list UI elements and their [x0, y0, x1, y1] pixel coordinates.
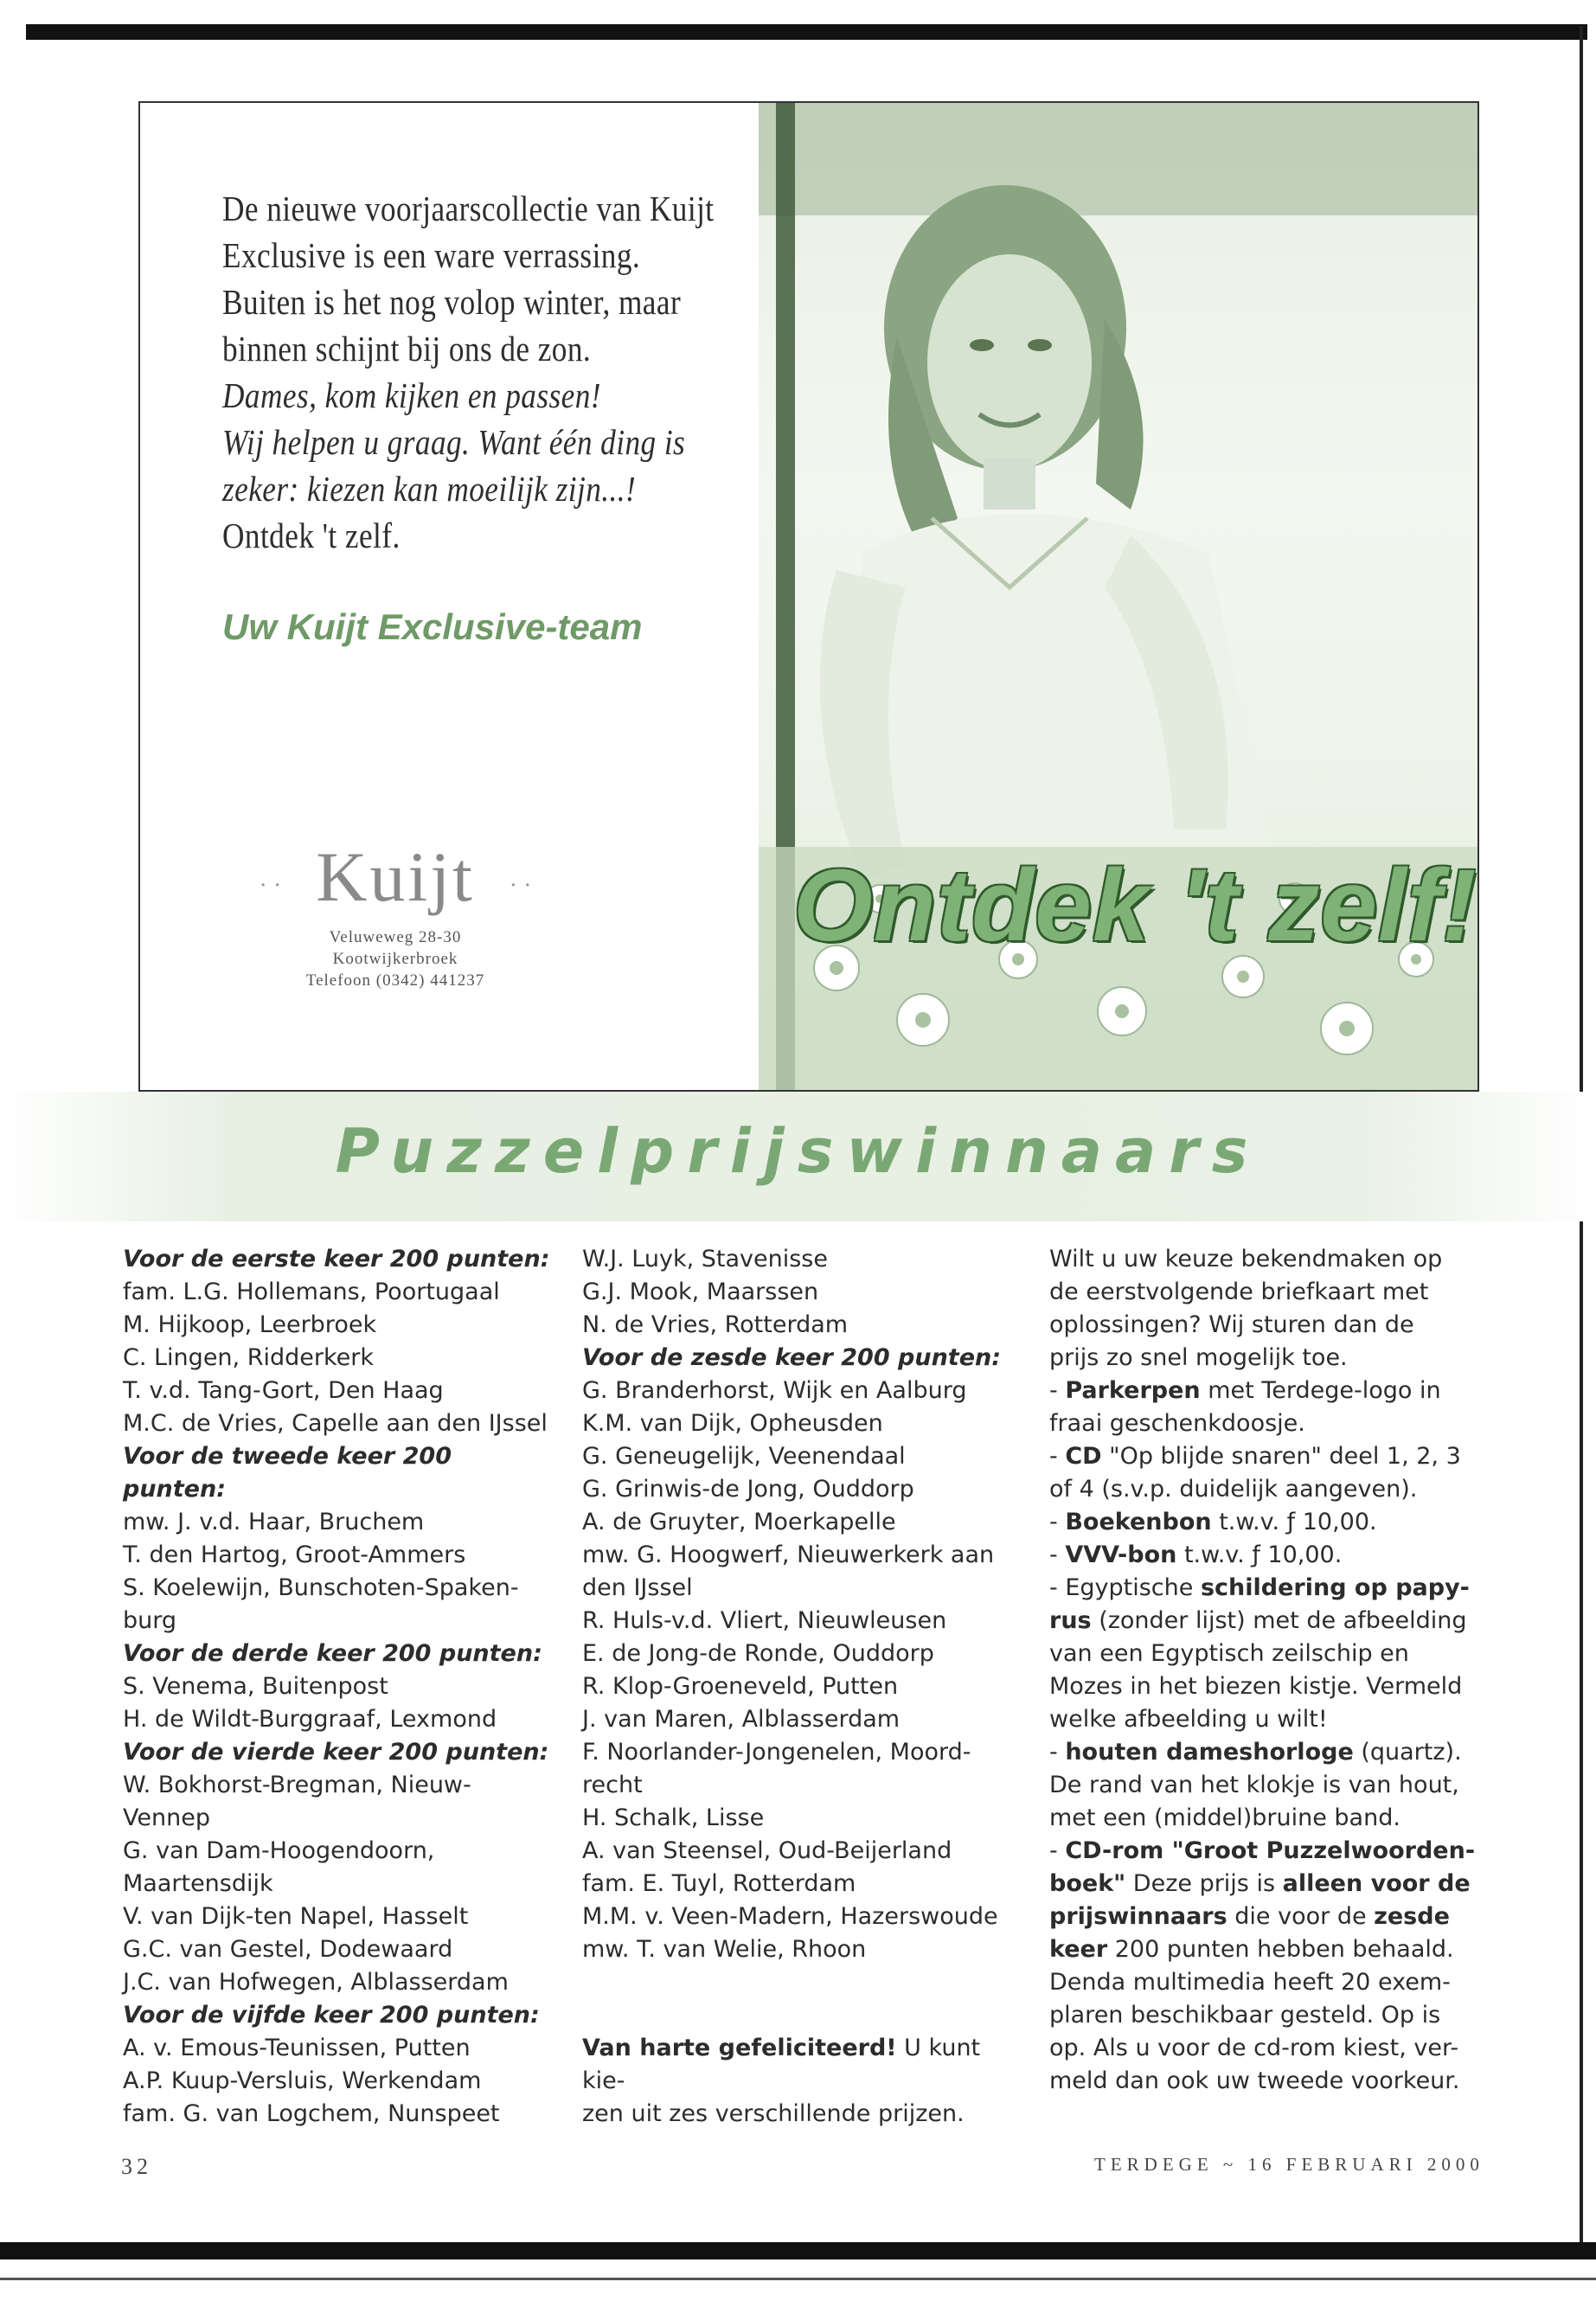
ad-text — [222, 185, 741, 559]
ad-line: binnen schijnt bij ons de zon. — [222, 329, 592, 369]
winner-entry: R. Klop-Groeneveld, Putten — [582, 1673, 899, 1700]
prize-boekenbon — [1049, 1506, 1482, 1539]
ad-line: Exclusive is een ware verrassing. — [222, 235, 641, 275]
winner-entry: A.P. Kuup-Versluis, Werkendam — [123, 2067, 482, 2094]
winners-column-2 — [582, 1243, 1023, 2131]
prize-text: fraai geschenkdoosje. — [1049, 1410, 1305, 1437]
logo-address-line: Kootwijkerbroek — [332, 950, 458, 968]
prize-horloge — [1049, 1736, 1482, 1769]
prize-name: rus — [1049, 1607, 1092, 1634]
prize-emphasis: prijswinnaars — [1049, 1903, 1227, 1930]
kuijt-logo — [253, 838, 538, 991]
ad-line: Buiten is het nog volop winter, maar — [222, 282, 682, 322]
advertisement — [138, 101, 1479, 1092]
ad-line: Ontdek 't zelf. — [222, 516, 401, 555]
winner-entry: V. van Dijk-ten Napel, Hasselt — [123, 1903, 469, 1930]
prize-schildering — [1049, 1572, 1482, 1605]
dash: - — [1049, 1739, 1066, 1766]
winner-entry: M.C. de Vries, Capelle aan den IJssel — [123, 1410, 548, 1437]
section-heading: Voor de eerste keer 200 punten: — [123, 1246, 550, 1272]
prize-name: houten dameshorloge — [1065, 1739, 1354, 1766]
prize-text: t.w.v. ƒ 10,00. — [1211, 1509, 1377, 1535]
winner-entry: J. van Maren, Alblasserdam — [582, 1706, 901, 1733]
winner-entry: G.J. Mook, Maarssen — [582, 1279, 819, 1305]
bottom-rule — [0, 2242, 1596, 2259]
prize-text: met Terdege-logo in — [1200, 1377, 1441, 1404]
dash: - — [1049, 1574, 1066, 1601]
winner-entry: T. den Hartog, Groot-Ammers — [123, 1541, 466, 1568]
logo-ornament-icon: · · — [510, 873, 531, 899]
winner-entry: A. v. Emous-Teunissen, Putten — [123, 2035, 471, 2061]
winner-entry: M.M. v. Veen-Madern, Hazerswoude — [582, 1903, 998, 1930]
dash: - — [1049, 1837, 1066, 1864]
prize-text: Deze prijs is — [1125, 1870, 1283, 1897]
ad-line: Wij helpen u graag. Want één ding is — [222, 422, 686, 462]
intro-line: de eerstvolgende briefkaart met — [1049, 1279, 1429, 1305]
prize-text: plaren beschikbaar gesteld. Op is — [1049, 2002, 1441, 2029]
prize-emphasis: keer — [1049, 1936, 1108, 1963]
winner-entry: S. Venema, Buitenpost — [123, 1673, 388, 1700]
winner-entry: G. Branderhorst, Wijk en Aalburg — [582, 1377, 967, 1404]
section-heading: Voor de zesde keer 200 punten: — [582, 1344, 1002, 1371]
prize-name: CD — [1065, 1443, 1102, 1470]
ad-slogan: Ontdek 't zelf! — [793, 849, 1477, 963]
winner-entry: W. Bokhorst-Bregman, Nieuw- — [123, 1772, 471, 1798]
ad-line: zeker: kiezen kan moeilijk zijn...! — [222, 469, 637, 509]
prize-line — [1049, 1933, 1482, 1966]
prize-vvv-bon — [1049, 1539, 1482, 1572]
winner-entry: C. Lingen, Ridderkerk — [123, 1344, 374, 1371]
winner-entry: N. de Vries, Rotterdam — [582, 1311, 849, 1338]
prize-text: Mozes in het biezen kistje. Vermeld — [1049, 1673, 1463, 1700]
prize-cdrom — [1049, 1835, 1482, 1868]
prize-name: CD-rom "Groot Puzzelwoorden- — [1065, 1837, 1476, 1864]
intro-line: Wilt u uw keuze bekendmaken op — [1049, 1246, 1443, 1272]
winner-entry: mw. J. v.d. Haar, Bruchem — [123, 1509, 425, 1535]
congratulations-text: U kunt kie- — [582, 2035, 981, 2094]
section-heading: Voor de derde keer 200 punten: — [123, 1640, 542, 1667]
prize-name: Boekenbon — [1065, 1509, 1212, 1535]
winner-entry: W.J. Luyk, Stavenisse — [582, 1246, 828, 1272]
prize-name: schildering op papy- — [1200, 1574, 1470, 1601]
prize-text: die voor de — [1227, 1903, 1375, 1930]
bottom-rule — [0, 2278, 1596, 2280]
congratulations-bold: Van harte gefeliciteerd! — [582, 2035, 897, 2061]
prize-emphasis: alleen voor de — [1282, 1870, 1471, 1897]
prize-text: met een (middel)bruine band. — [1049, 1804, 1401, 1831]
logo-address-line: Veluweweg 28-30 — [329, 928, 462, 946]
section-heading: Voor de tweede keer 200 punten: — [123, 1443, 452, 1503]
winner-entry: mw. G. Hoogwerf, Nieuwerkerk aan — [582, 1541, 995, 1568]
winner-entry: H. de Wildt-Burggraaf, Lexmond — [123, 1706, 497, 1733]
winner-entry: recht — [582, 1772, 643, 1798]
page-number: 32 — [121, 2154, 152, 2179]
logo-address-line: Telefoon (0342) 441237 — [305, 971, 485, 990]
prize-name: boek" — [1049, 1870, 1126, 1897]
winner-entry: T. v.d. Tang-Gort, Den Haag — [123, 1377, 444, 1404]
prize-line — [1049, 1605, 1482, 1638]
winner-entry: fam. G. van Logchem, Nunspeet — [123, 2100, 500, 2127]
winner-entry: G.C. van Gestel, Dodewaard — [123, 1936, 453, 1963]
page-title: Puzzelprijswinnaars — [335, 1116, 1261, 1187]
winner-entry: R. Huls-v.d. Vliert, Nieuwleusen — [582, 1607, 947, 1634]
prize-text: 200 punten hebben behaald. — [1107, 1936, 1454, 1963]
intro-line: oplossingen? Wij sturen dan de — [1049, 1311, 1414, 1338]
dash: - — [1049, 1377, 1066, 1404]
prize-text: (zonder lijst) met de afbeelding — [1091, 1607, 1467, 1634]
winner-entry: F. Noorlander-Jongenelen, Moord- — [582, 1739, 971, 1766]
winner-entry: A. van Steensel, Oud-Beijerland — [582, 1837, 952, 1864]
winner-entry: A. de Gruyter, Moerkapelle — [582, 1509, 896, 1535]
winner-entry: mw. T. van Welie, Rhoon — [582, 1936, 867, 1963]
dash: - — [1049, 1509, 1066, 1535]
winner-entry: E. de Jong-de Ronde, Ouddorp — [582, 1640, 934, 1667]
congratulations — [582, 2032, 1023, 2098]
winner-entry: fam. L.G. Hollemans, Poortugaal — [123, 1279, 500, 1305]
winner-entry: H. Schalk, Lisse — [582, 1804, 765, 1831]
prize-text: meld dan ook uw tweede voorkeur. — [1049, 2067, 1460, 2094]
prize-cd — [1049, 1440, 1482, 1473]
winner-entry: S. Koelewijn, Bunschoten-Spaken- — [123, 1574, 519, 1601]
prize-text: van een Egyptisch zeilschip en — [1049, 1640, 1409, 1667]
prize-emphasis: zesde — [1374, 1903, 1450, 1930]
spacer — [582, 1966, 1023, 2032]
top-rule — [26, 24, 1587, 40]
winner-entry: K.M. van Dijk, Opheusden — [582, 1410, 883, 1437]
intro-line: prijs zo snel mogelijk toe. — [1049, 1344, 1348, 1371]
prize-parkerpen — [1049, 1375, 1482, 1407]
ad-signature: Uw Kuijt Exclusive-team — [222, 606, 643, 647]
prize-text: op. Als u voor de cd-rom kiest, ver- — [1049, 2035, 1459, 2061]
prize-name: VVV-bon — [1065, 1541, 1177, 1568]
prize-text: (quartz). — [1353, 1739, 1462, 1766]
section-heading: Voor de vierde keer 200 punten: — [123, 1739, 549, 1766]
prizes-column — [1049, 1243, 1482, 2098]
winner-entry: M. Hijkoop, Leerbroek — [123, 1311, 377, 1338]
winner-entry: burg — [123, 1607, 177, 1634]
winner-entry: fam. E. Tuyl, Rotterdam — [582, 1870, 856, 1897]
winner-entry: G. van Dam-Hoogendoorn, — [123, 1837, 435, 1864]
publication-line: TERDEGE ~ 16 FEBRUARI 2000 — [1094, 2154, 1484, 2175]
ad-line: De nieuwe voorjaarscollectie van Kuijt — [222, 189, 715, 228]
dash: - — [1049, 1541, 1066, 1568]
prize-text: t.w.v. ƒ 10,00. — [1176, 1541, 1343, 1568]
prize-text: "Op blijde snaren" deel 1, 2, 3 — [1101, 1443, 1461, 1470]
prize-text: Denda multimedia heeft 20 exem- — [1049, 1969, 1451, 1996]
winner-entry: Maartensdijk — [123, 1870, 273, 1897]
prize-line — [1049, 1868, 1482, 1900]
prize-name: Parkerpen — [1065, 1377, 1201, 1404]
logo-ornament-icon: · · — [260, 873, 281, 899]
ad-line: Dames, kom kijken en passen! — [222, 375, 601, 415]
dash: - — [1049, 1443, 1066, 1470]
winner-entry: G. Grinwis-de Jong, Ouddorp — [582, 1476, 914, 1503]
prize-text: De rand van het klokje is van hout, — [1049, 1772, 1459, 1798]
logo-wordmark: Kuijt — [316, 837, 475, 916]
prize-text: welke afbeelding u wilt! — [1049, 1706, 1328, 1733]
prize-text: of 4 (s.v.p. duidelijk aangeven). — [1049, 1476, 1418, 1503]
winner-entry: Vennep — [123, 1804, 210, 1831]
section-heading: Voor de vijfde keer 200 punten: — [123, 2002, 540, 2029]
winner-entry: J.C. van Hofwegen, Alblasserdam — [123, 1969, 509, 1996]
prize-line — [1049, 1900, 1482, 1933]
winner-entry: den IJssel — [582, 1574, 693, 1601]
congratulations-text: zen uit zes verschillende prijzen. — [582, 2100, 965, 2127]
prize-text: Egyptische — [1065, 1574, 1201, 1601]
winners-column-1 — [123, 1243, 555, 2131]
winner-entry: G. Geneugelijk, Veenendaal — [582, 1443, 906, 1470]
